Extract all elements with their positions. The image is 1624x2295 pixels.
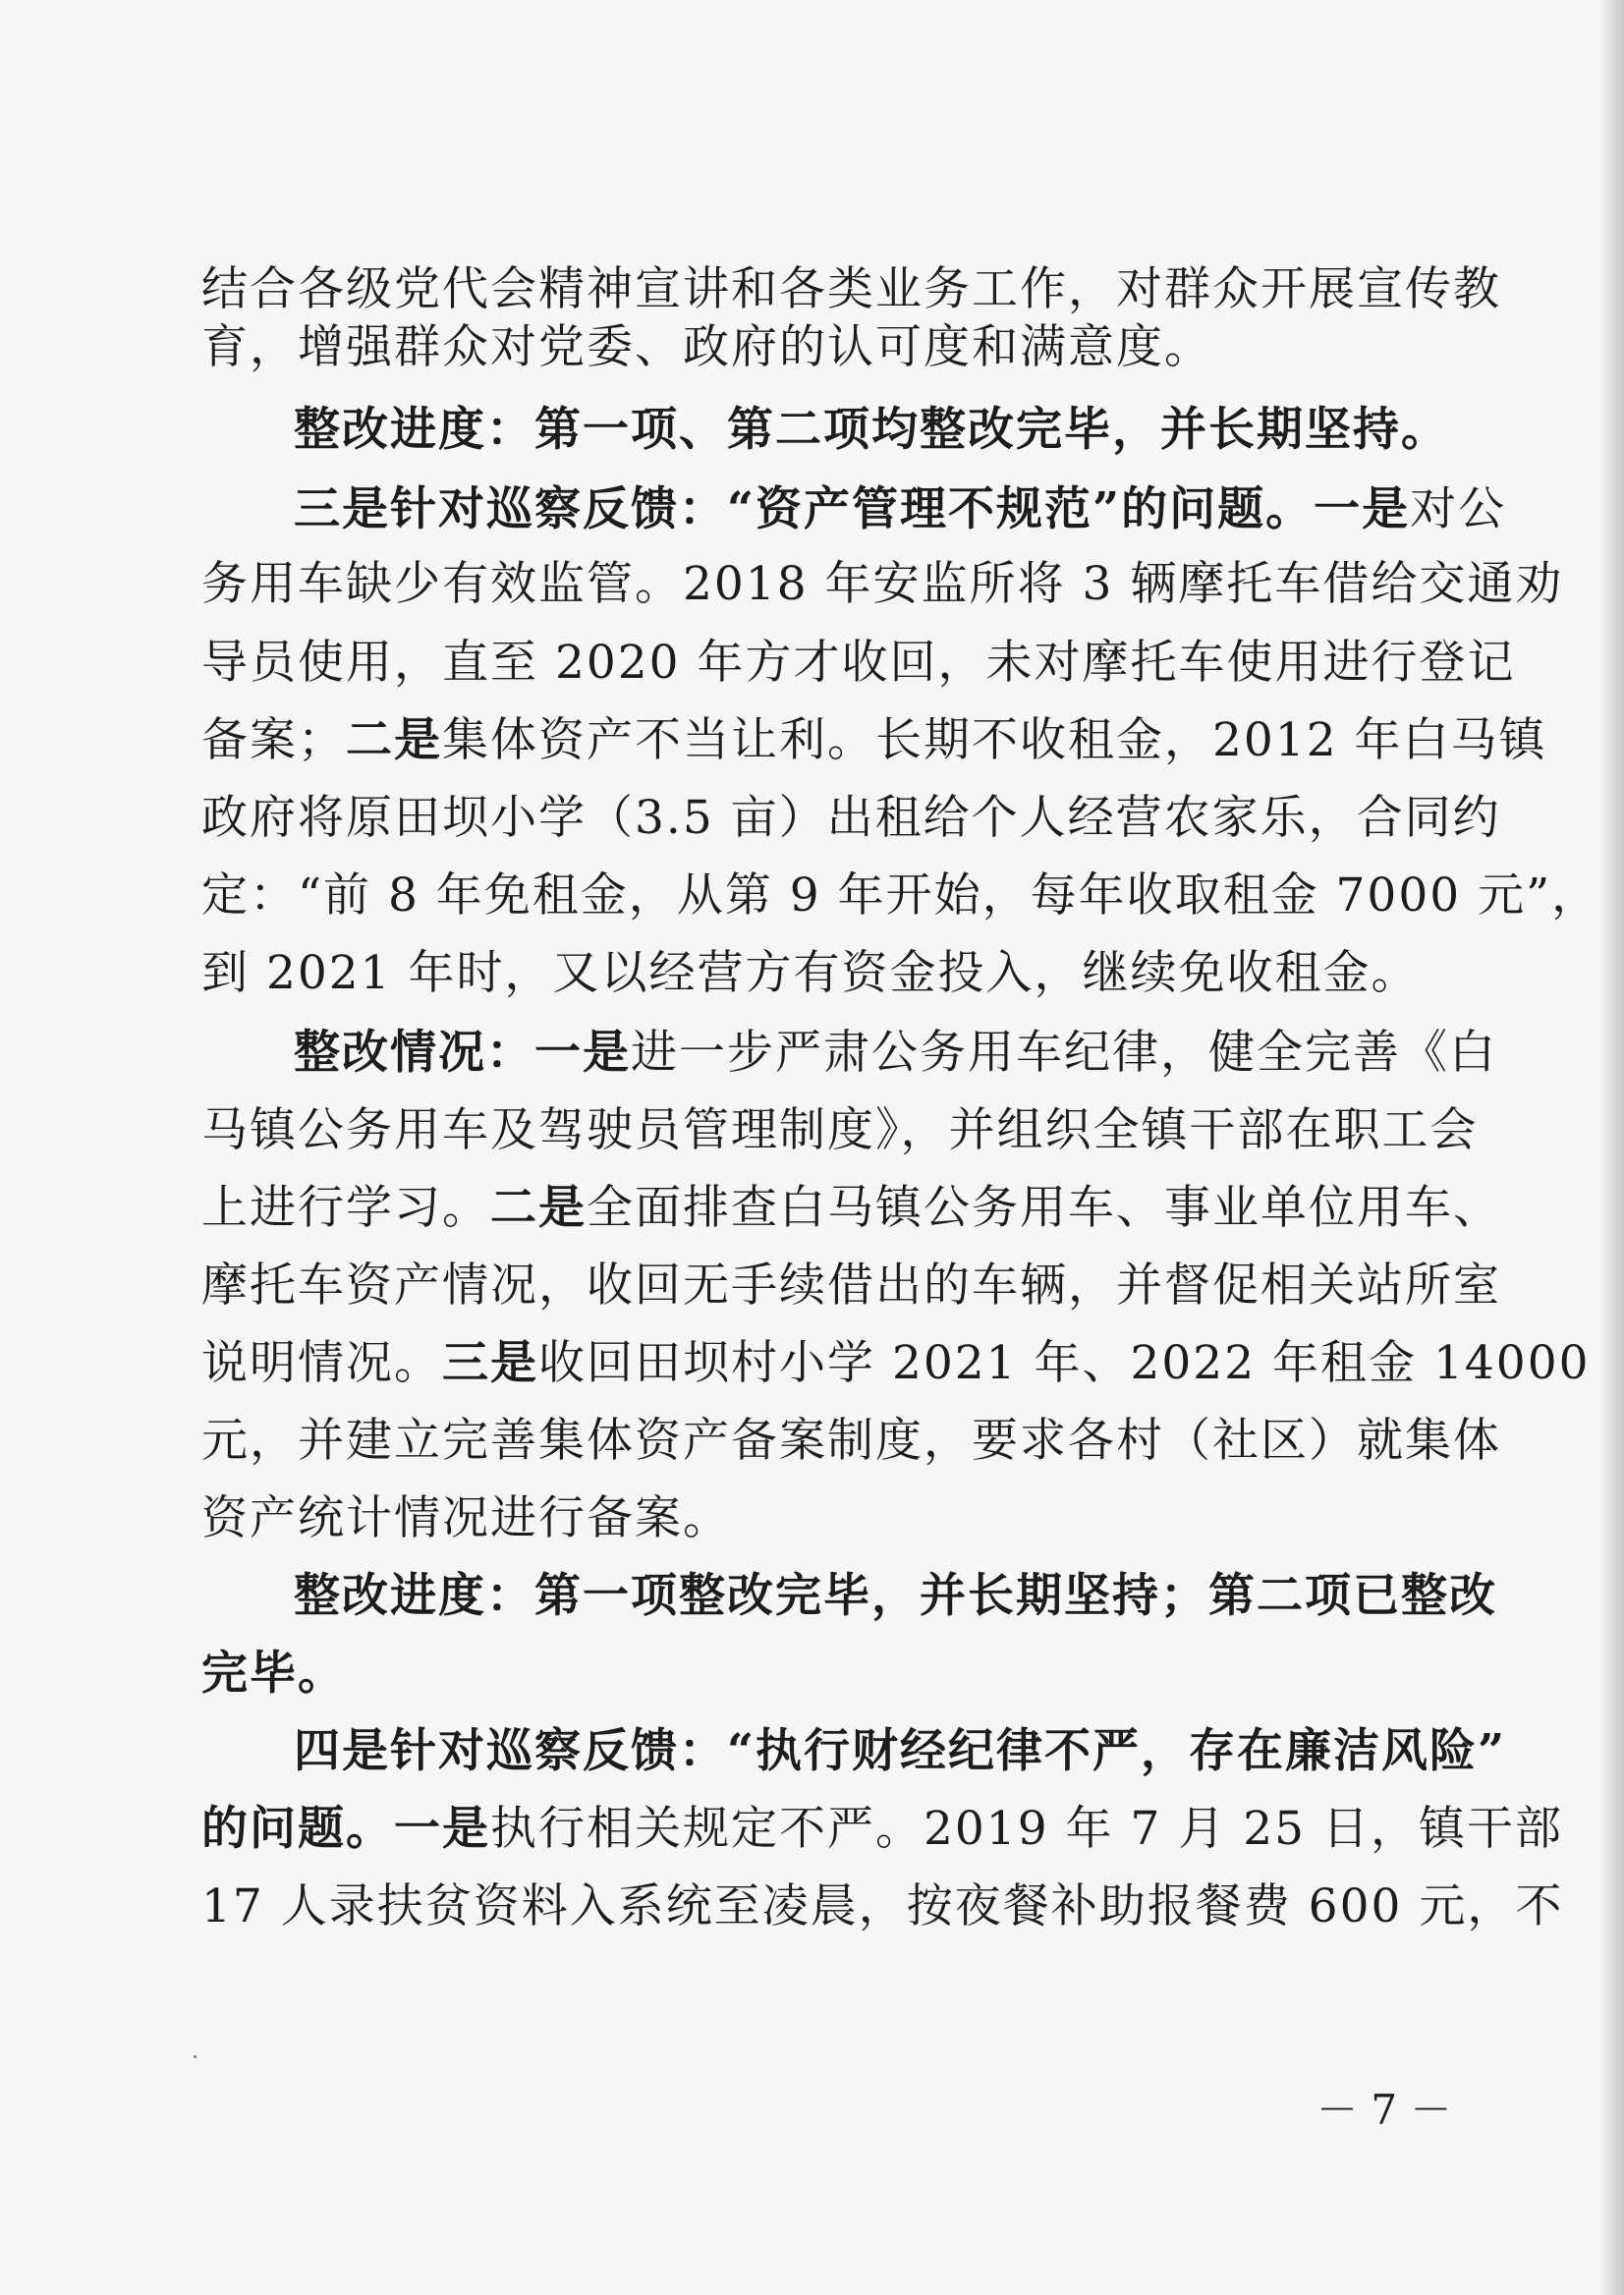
inspection-feedback-heading-4: 四是针对巡察反馈：“执行财经纪律不严，存在廉洁风险” — [294, 1724, 1507, 1778]
paragraph-line-10: 到 2021 年时，又以经营方有资金投入，继续免收租金。 — [201, 946, 1420, 1000]
paragraph-line-8: 政府将原田坝小学（3.5 亩）出租给个人经营农家乐，合同约 — [201, 791, 1501, 845]
paragraph-line-6: 导员使用，直至 2020 年方才收回，未对摩托车使用进行登记 — [201, 636, 1516, 690]
paragraph-line-17: 资产统计情况进行备案。 — [201, 1491, 731, 1545]
scan-speck — [194, 2055, 196, 2058]
rectification-status-line-1: 整改情况：一是进一步严肃公务用车纪律，健全完善《白 — [294, 1026, 1497, 1080]
paragraph-line-16: 元，并建立完善集体资产备案制度，要求各村（社区）就集体 — [201, 1414, 1501, 1468]
rectification-progress-heading-2: 整改进度：第一项整改完毕，并长期坚持；第二项已整改 — [294, 1569, 1497, 1623]
paragraph-line-12: 马镇公务用车及驾驶员管理制度》，并组织全镇干部在职工会 — [201, 1103, 1479, 1157]
paragraph-line-13: 上进行学习。二是全面排查白马镇公务用车、事业单位用车、 — [201, 1181, 1501, 1235]
paragraph-line-15: 说明情况。三是收回田坝村小学 2021 年、2022 年租金 14000 — [201, 1336, 1591, 1390]
paragraph-line-14: 摩托车资产情况，收回无手续借出的车辆，并督促相关站所室 — [201, 1259, 1501, 1313]
paragraph-line-5: 务用车缺少有效监管。2018 年安监所将 3 辆摩托车借给交通劝 — [201, 557, 1564, 611]
paragraph-line-1: 结合各级党代会精神宣讲和各类业务工作，对群众开展宣传教 — [201, 262, 1501, 316]
paragraph-line-2: 育，增强群众对党委、政府的认可度和满意度。 — [201, 320, 1212, 374]
rectification-progress-heading-2-continued: 完毕。 — [201, 1647, 346, 1701]
inspection-feedback-heading-3: 三是针对巡察反馈：“资产管理不规范”的问题。一是对公 — [294, 482, 1507, 536]
paragraph-line-7: 备案；二是集体资产不当让利。长期不收租金，2012 年白马镇 — [201, 713, 1547, 767]
paragraph-line-9: 定：“前 8 年免租金，从第 9 年开始，每年收取租金 7000 元”， — [201, 868, 1600, 923]
paragraph-line-22: 17 人录扶贫资料入系统至凌晨，按夜餐补助报餐费 600 元，不 — [201, 1879, 1564, 1933]
page-number: － 7 － — [1316, 2086, 1452, 2134]
rectification-progress-heading-1: 整改进度：第一项、第二项均整改完毕，并长期坚持。 — [294, 403, 1449, 457]
scan-edge-shadow — [1598, 0, 1624, 2295]
paragraph-line-21: 的问题。一是执行相关规定不严。2019 年 7 月 25 日，镇干部 — [201, 1802, 1564, 1856]
